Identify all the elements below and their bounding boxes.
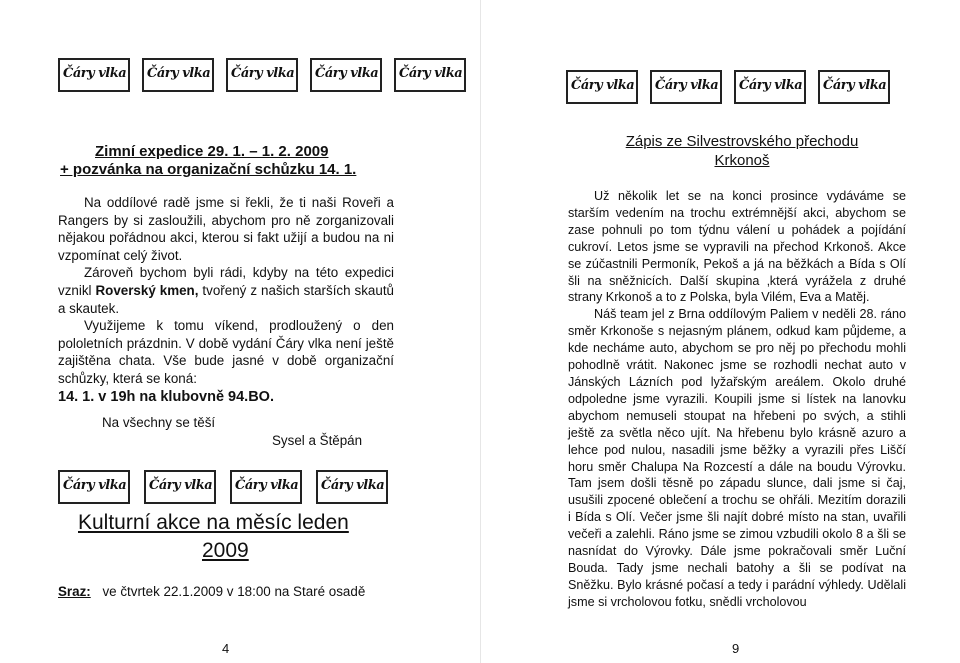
sraz-text: ve čtvrtek 22.1.2009 v 18:00 na Staré osadě xyxy=(102,584,366,599)
logo-badge xyxy=(310,58,382,92)
logo-badge xyxy=(316,470,388,504)
logo-row-top xyxy=(58,58,466,92)
expedition-paragraph-1: Na oddílové radě jsme si řekli, že ti naši Roveři a Rangers by si zasloužili, abychom pro ně zorganizovali nějakou pořádnou akci, kterou si fakt užijí a budou na ni vzpomínat celý život. xyxy=(58,195,394,263)
logo-text: Čáry vlka xyxy=(235,478,299,493)
expedition-paragraph-3: Využijeme k tomu víkend, prodloužený o den pololetních prázdnin. V době vydání Čáry vlka není ještě zajištěna chata. Vše bude jasné v době organizační schůzky, která se koná: xyxy=(58,318,394,386)
logo-badge xyxy=(230,470,302,504)
meeting-time: 14. 1. v 19h na klubovně 94.BO. xyxy=(58,388,274,405)
logo-text: Čáry vlka xyxy=(231,66,295,81)
logo-badge xyxy=(226,58,298,92)
logo-text: Čáry vlka xyxy=(571,78,635,93)
expedition-text xyxy=(58,194,394,406)
crossing-paragraph-2: Náš team jel z Brna oddílovým Paliem v neděli 28. ráno směr Krkonoše s nejasným plánem, odkud kam půjdeme, a kde necháme auto, abychom se pro něj po přechodu mohli pohodlně vrátit. Nakonec jsme se rozhodli nechat auto v Jánských Lázních pod lyžařským areálem. Okolo druhé odpoledne jsme vyrazili. Koupili jsme si lístek na lanovku abychom nemuseli stoupat na hřebeni po svých, a stihli ještě za světla něco ujít. Na hřebenu bylo krásně azuro a lehce pod nulou, nasadili jsme běžky a vyrazili přes Liščí horu směr Chalupa Na Rozcestí a dále na boudu Výrovku. Tam jsem došli těsně po západu slunce, dali jsme si čaj, usušili zpocené oblečení a trochu se ohřáli. Mezitím dorazili i Bída s Olí. Večer jsme šli najít dobré místo na stan, uvařili večeři a zalehli. Ráno jsme se zimou vzbudili okolo 8 a šli se nasnídat do Výrovky. Dále jsme pokračovali směr Luční Bouda. Tady jsme nechali batohy a šli se podívat na Sněžku. Bylo krásné počasí a tedy i parádní výhledy. Udělali jsme si vrcholovou fotku, snědli vrcholovou xyxy=(568,307,906,609)
crossing-text xyxy=(568,188,906,611)
logo-text: Čáry vlka xyxy=(147,66,211,81)
logo-text: Čáry vlka xyxy=(321,478,385,493)
expedition-paragraph-2: Zároveň bychom byli rádi, kdyby na této expedici vznikl Roverský kmen, tvořený z našich starších skautů a skautek. xyxy=(58,265,394,316)
logo-badge xyxy=(58,58,130,92)
logo-badge xyxy=(734,70,806,104)
crossing-title-line2: Krkonoš xyxy=(714,152,770,169)
sraz-label: Sraz: xyxy=(58,584,91,599)
greeting-text: Na všechny se těší xyxy=(102,415,216,430)
crossing-paragraph-1: Už několik let se na konci prosince vydáváme se starším vedením na trochu extrémnější akci, abychom se zase pohnuli po tom týdnu válení u pohádek a pojídání cukroví. Letos jsme se vypravili na přechod Krkonoš. Akce se zúčastnili Permoník, Pekoš a já na běžkách a Bída s Olí šli na sněžnicích. Další skupina ‚která vyrážela z druhé strany Krkonoš a to z Polska, byla Vilém, Eva a Matěj. xyxy=(568,189,906,305)
logo-row-bottom xyxy=(58,470,388,504)
rover-clan-bold: Roverský kmen, xyxy=(95,282,199,298)
right-page xyxy=(480,0,960,663)
logo-text: Čáry vlka xyxy=(63,66,127,81)
expedition-heading-line2: + pozvánka na organizační schůzku 14. 1. xyxy=(60,161,357,178)
culture-title-line1: Kulturní akce na měsíc leden xyxy=(78,511,349,534)
logo-row-right xyxy=(566,70,890,104)
logo-badge xyxy=(394,58,466,92)
logo-text: Čáry vlka xyxy=(655,78,719,93)
page-number-left: 4 xyxy=(222,641,230,656)
sraz-row xyxy=(58,584,365,599)
signature-text: Sysel a Štěpán xyxy=(272,433,363,448)
culture-title-line2: 2009 xyxy=(202,539,249,562)
logo-text: Čáry vlka xyxy=(315,66,379,81)
logo-badge xyxy=(142,58,214,92)
logo-badge xyxy=(566,70,638,104)
crossing-title-line1: Zápis ze Silvestrovského přechodu xyxy=(625,133,859,150)
logo-text: Čáry vlka xyxy=(739,78,803,93)
logo-text: Čáry vlka xyxy=(149,478,213,493)
logo-badge xyxy=(144,470,216,504)
logo-text: Čáry vlka xyxy=(63,478,127,493)
logo-text: Čáry vlka xyxy=(823,78,887,93)
logo-text: Čáry vlka xyxy=(399,66,463,81)
logo-badge xyxy=(650,70,722,104)
expedition-heading-line1: Zimní expedice 29. 1. – 1. 2. 2009 xyxy=(95,143,329,160)
logo-badge xyxy=(818,70,890,104)
logo-badge xyxy=(58,470,130,504)
page-number-right: 9 xyxy=(732,641,740,656)
